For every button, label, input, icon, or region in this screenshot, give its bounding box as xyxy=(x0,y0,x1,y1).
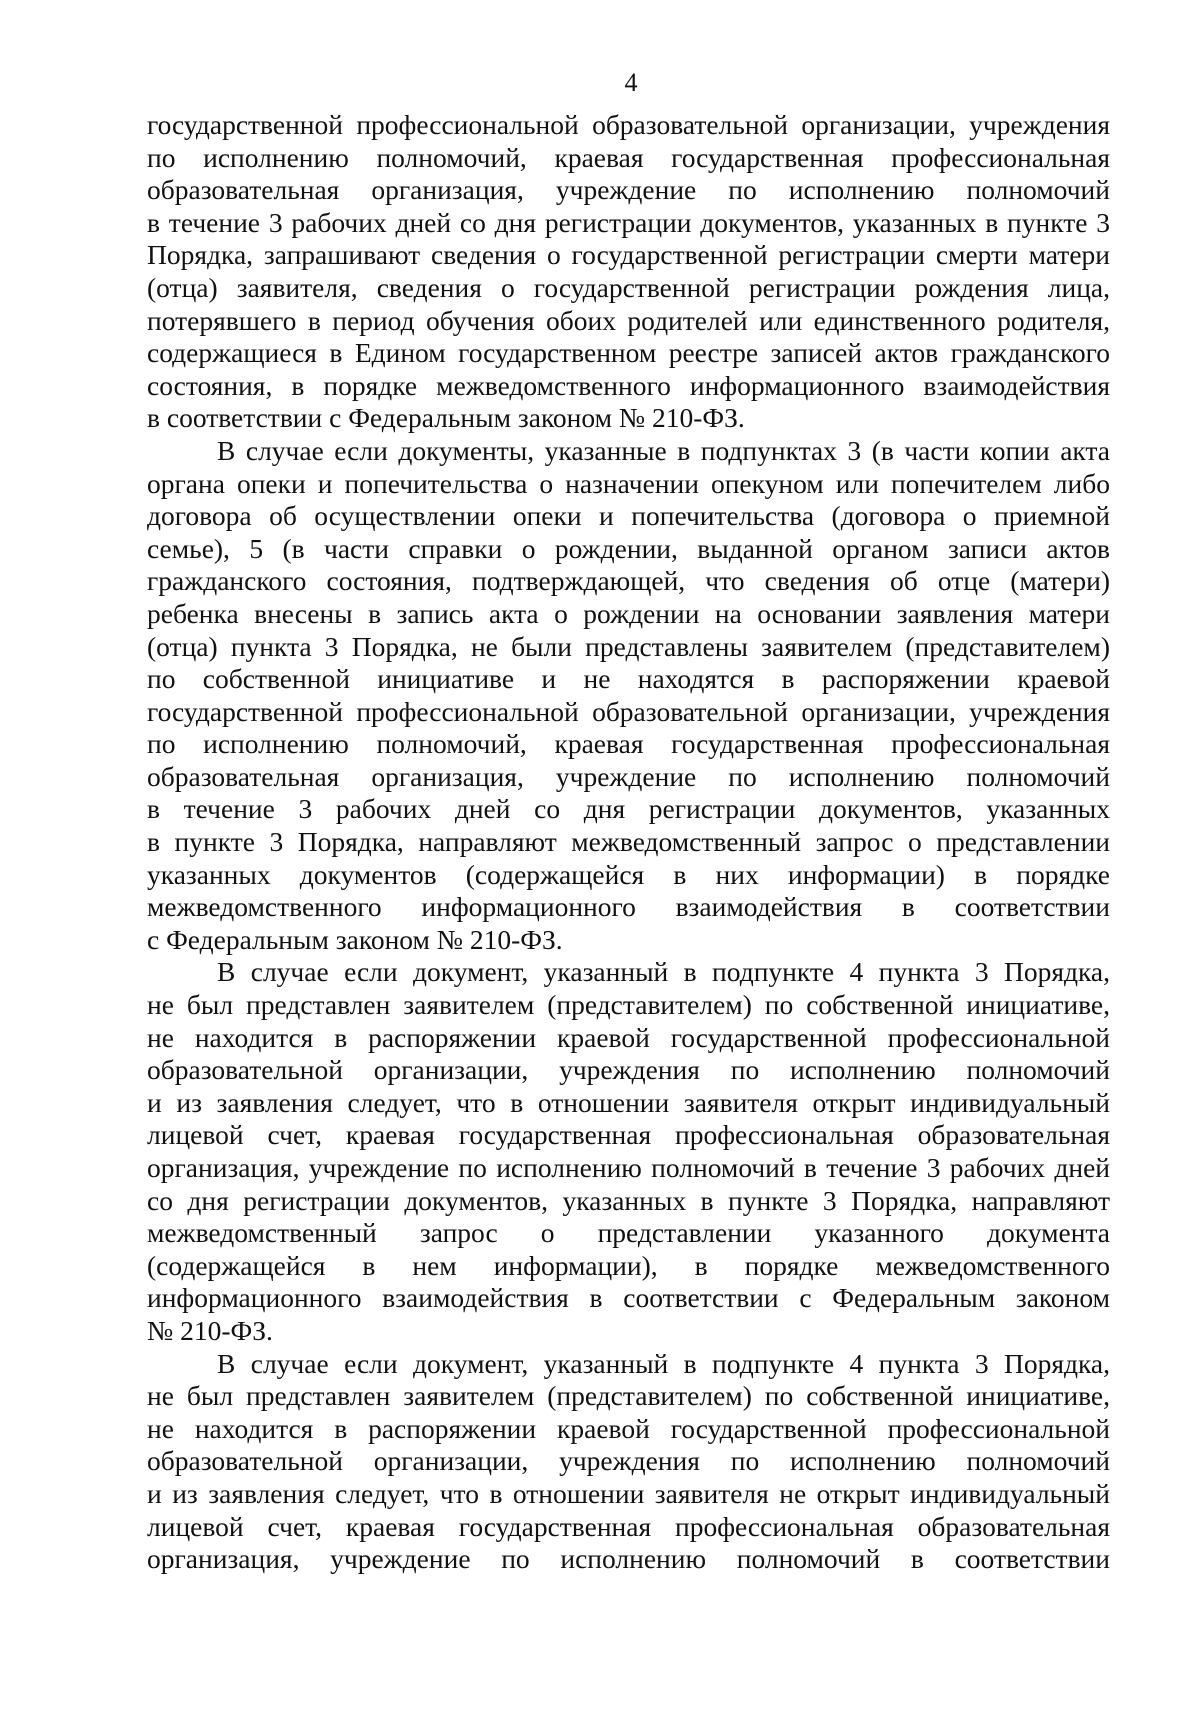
text-line: В случае если документ, указанный в подпункте 4 пункта 3 Порядка, xyxy=(217,1347,1110,1379)
text-line: гражданского состояния, подтверждающей, что сведения об отце (матери) xyxy=(147,565,1110,597)
text-line: по исполнению полномочий, краевая государственная профессиональная xyxy=(147,141,1110,173)
paragraph-4 xyxy=(147,1348,1110,1576)
text-line: Порядка, запрашивают сведения о государственной регистрации смерти матери xyxy=(147,239,1110,271)
text-line: № 210-ФЗ. xyxy=(147,1314,273,1346)
text-line: не был представлен заявителем (представителем) по собственной инициативе, xyxy=(147,989,1110,1021)
text-line: в течение 3 рабочих дней со дня регистрации документов, указанных в пункте 3 xyxy=(147,206,1110,238)
paragraph-3 xyxy=(147,956,1110,1347)
text-line: потерявшего в период обучения обоих родителей или единственного родителя, xyxy=(147,304,1110,336)
text-line: (содержащейся в нем информации), в порядке межведомственного xyxy=(147,1249,1110,1281)
body-text xyxy=(147,109,1110,1576)
text-line: по исполнению полномочий, краевая государственная профессиональная xyxy=(147,728,1110,760)
text-line: семье), 5 (в части справки о рождении, выданной органом записи актов xyxy=(147,532,1110,564)
text-line: образовательная организация, учреждение по исполнению полномочий xyxy=(147,760,1110,792)
text-line: и из заявления следует, что в отношении заявителя открыт индивидуальный xyxy=(147,1086,1110,1118)
text-line: В случае если документы, указанные в подпунктах 3 (в части копии акта xyxy=(217,434,1110,466)
text-line: организация, учреждение по исполнению полномочий в соответствии xyxy=(147,1543,1110,1575)
text-line: в течение 3 рабочих дней со дня регистрации документов, указанных xyxy=(147,793,1110,825)
paragraph-1 xyxy=(147,109,1110,435)
text-line: не находится в распоряжении краевой государственной профессиональной xyxy=(147,1412,1110,1444)
text-line: межведомственный запрос о представлении указанного документа xyxy=(147,1217,1110,1249)
text-line: и из заявления следует, что в отношении заявителя не открыт индивидуальный xyxy=(147,1477,1110,1509)
text-line: по собственной инициативе и не находятся в распоряжении краевой xyxy=(147,663,1110,695)
paragraph-2 xyxy=(147,435,1110,957)
text-line: договора об осуществлении опеки и попечительства (договора о приемной xyxy=(147,500,1110,532)
text-line: не находится в распоряжении краевой государственной профессиональной xyxy=(147,1021,1110,1053)
text-line: со дня регистрации документов, указанных в пункте 3 Порядка, направляют xyxy=(147,1184,1110,1216)
text-line: лицевой счет, краевая государственная профессиональная образовательная xyxy=(147,1510,1110,1542)
text-line: содержащиеся в Едином государственном реестре записей актов гражданского xyxy=(147,337,1110,369)
text-line: образовательная организация, учреждение по исполнению полномочий xyxy=(147,174,1110,206)
text-line: информационного взаимодействия в соответствии с Федеральным законом xyxy=(147,1282,1110,1314)
text-line: указанных документов (содержащейся в них информации) в порядке xyxy=(147,858,1110,890)
text-line: органа опеки и попечительства о назначении опекуном или попечителем либо xyxy=(147,467,1110,499)
text-line: в пункте 3 Порядка, направляют межведомственный запрос о представлении xyxy=(147,826,1110,858)
page-number: 4 xyxy=(624,68,638,97)
text-line: в соответствии с Федеральным законом № 210-ФЗ. xyxy=(147,402,745,434)
text-line: образовательной организации, учреждения по исполнению полномочий xyxy=(147,1445,1110,1477)
text-line: (отца) заявителя, сведения о государственной регистрации рождения лица, xyxy=(147,271,1110,303)
text-line: ребенка внесены в запись акта о рождении на основании заявления матери xyxy=(147,597,1110,629)
text-line: с Федеральным законом № 210-ФЗ. xyxy=(147,923,563,955)
text-line: состояния, в порядке межведомственного информационного взаимодействия xyxy=(147,369,1110,401)
text-line: В случае если документ, указанный в подпункте 4 пункта 3 Порядка, xyxy=(217,956,1110,988)
text-line: государственной профессиональной образовательной организации, учреждения xyxy=(147,695,1110,727)
text-line: государственной профессиональной образовательной организации, учреждения xyxy=(147,109,1110,140)
text-line: образовательной организации, учреждения по исполнению полномочий xyxy=(147,1054,1110,1086)
text-line: межведомственного информационного взаимодействия в соответствии xyxy=(147,891,1110,923)
text-line: не был представлен заявителем (представителем) по собственной инициативе, xyxy=(147,1380,1110,1412)
text-line: (отца) пункта 3 Порядка, не были представлены заявителем (представителем) xyxy=(147,630,1110,662)
text-line: организация, учреждение по исполнению полномочий в течение 3 рабочих дней xyxy=(147,1152,1110,1183)
text-line: лицевой счет, краевая государственная профессиональная образовательная xyxy=(147,1119,1110,1151)
